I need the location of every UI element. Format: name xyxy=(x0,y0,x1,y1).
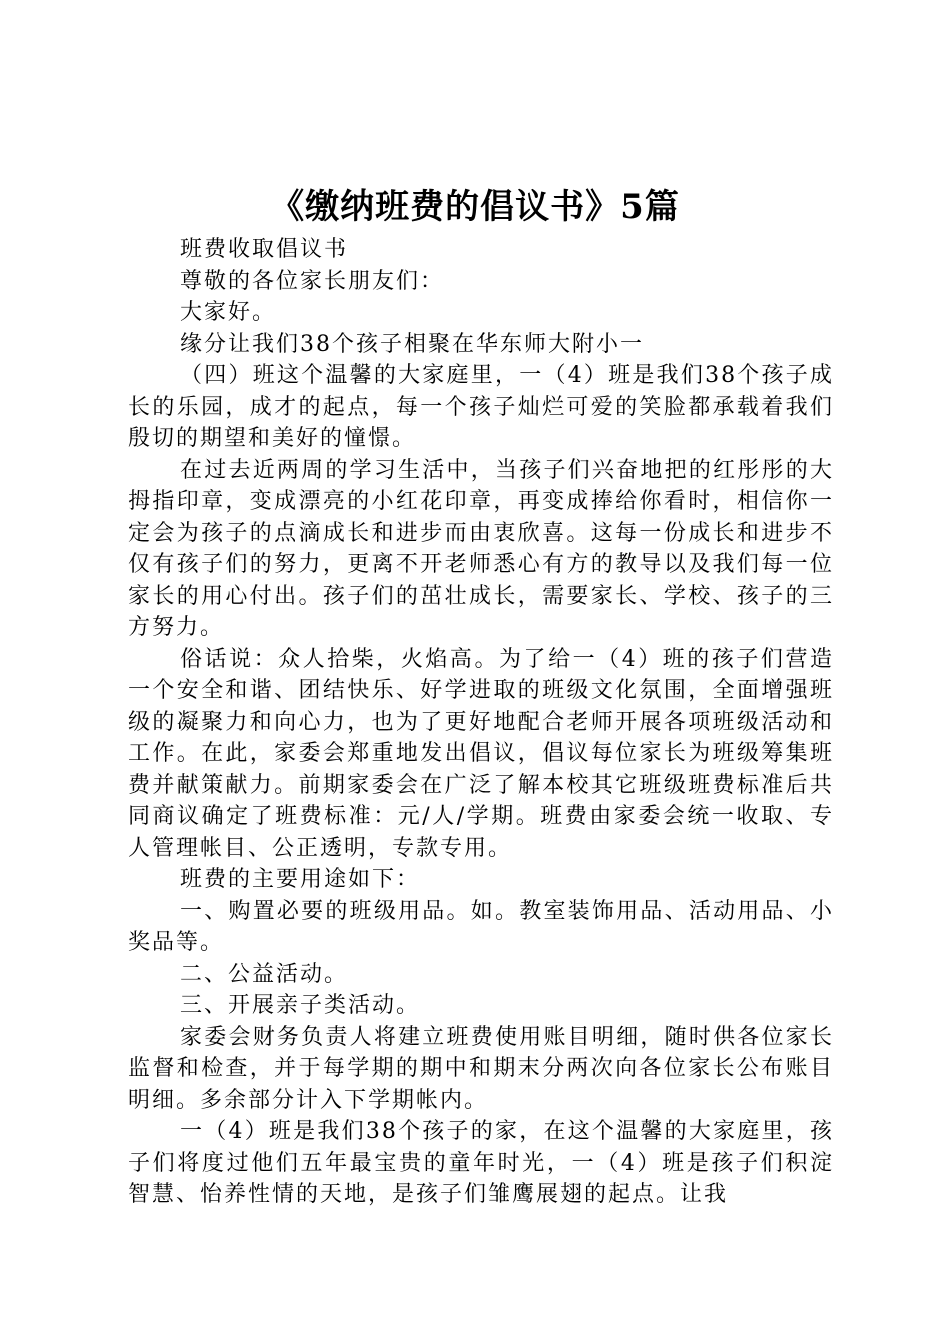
paragraph: 尊敬的各位家长朋友们： xyxy=(180,268,445,294)
paragraph: 二、公益活动。 xyxy=(180,961,349,987)
paragraph: 班费的主要用途如下： xyxy=(180,867,421,892)
paragraph: 三、开展亲子类活动。 xyxy=(180,993,421,1018)
paragraph: 班费收取倡议书 xyxy=(180,237,349,262)
document-title: 《缴纳班费的倡议书》5篇 xyxy=(270,187,680,227)
paragraph: 一（4）班是我们38个孩子的家，在这个温馨的大家庭里，孩子们将度过他们五年最宝贵的童年时光，一（4）班是孩子们积淀智慧、怡养性情的天地，是孩子们雏鹰展翅的起点。让我 xyxy=(128,1119,834,1207)
document-body xyxy=(128,234,834,1211)
paragraph: 在过去近两周的学习生活中，当孩子们兴奋地把的红彤彤的大拇指印章，变成漂亮的小红花印章，再变成捧给你看时，相信你一定会为孩子的点滴成长和进步而由衷欣喜。这每一份成长和进步不仅有孩子们的努力，更离不开老师悉心有方的教导以及我们每一位家长的用心付出。孩子们的茁壮成长，需要家长、学校、孩子的三方努力。 xyxy=(128,457,834,640)
paragraph: 缘分让我们38个孩子相聚在华东师大附小一 xyxy=(180,331,644,357)
paragraph: 大家好。 xyxy=(180,300,277,325)
paragraph: （四）班这个温馨的大家庭里，一（4）班是我们38个孩子成长的乐园，成才的起点，每一个孩子灿烂可爱的笑脸都承载着我们殷切的期望和美好的憧憬。 xyxy=(128,363,834,451)
paragraph: 一、购置必要的班级用品。如。教室装饰用品、活动用品、小奖品等。 xyxy=(128,898,834,955)
paragraph: 俗话说：众人拾柴，火焰高。为了给一（4）班的孩子们营造一个安全和谐、团结快乐、好学进取的班级文化氛围，全面增强班级的凝聚力和向心力，也为了更好地配合老师开展各项班级活动和工作。在此，家委会郑重地发出倡议，倡议每位家长为班级筹集班费并献策献力。前期家委会在广泛了解本校其它班级班费标准后共同商议确定了班费标准：元/人/学期。班费由家委会统一收取、专人管理帐目、公正透明，专款专用。 xyxy=(128,646,834,861)
paragraph: 家委会财务负责人将建立班费使用账目明细，随时供各位家长监督和检查，并于每学期的期中和期末分两次向各位家长公布账目明细。多余部分计入下学期帐内。 xyxy=(128,1024,834,1113)
